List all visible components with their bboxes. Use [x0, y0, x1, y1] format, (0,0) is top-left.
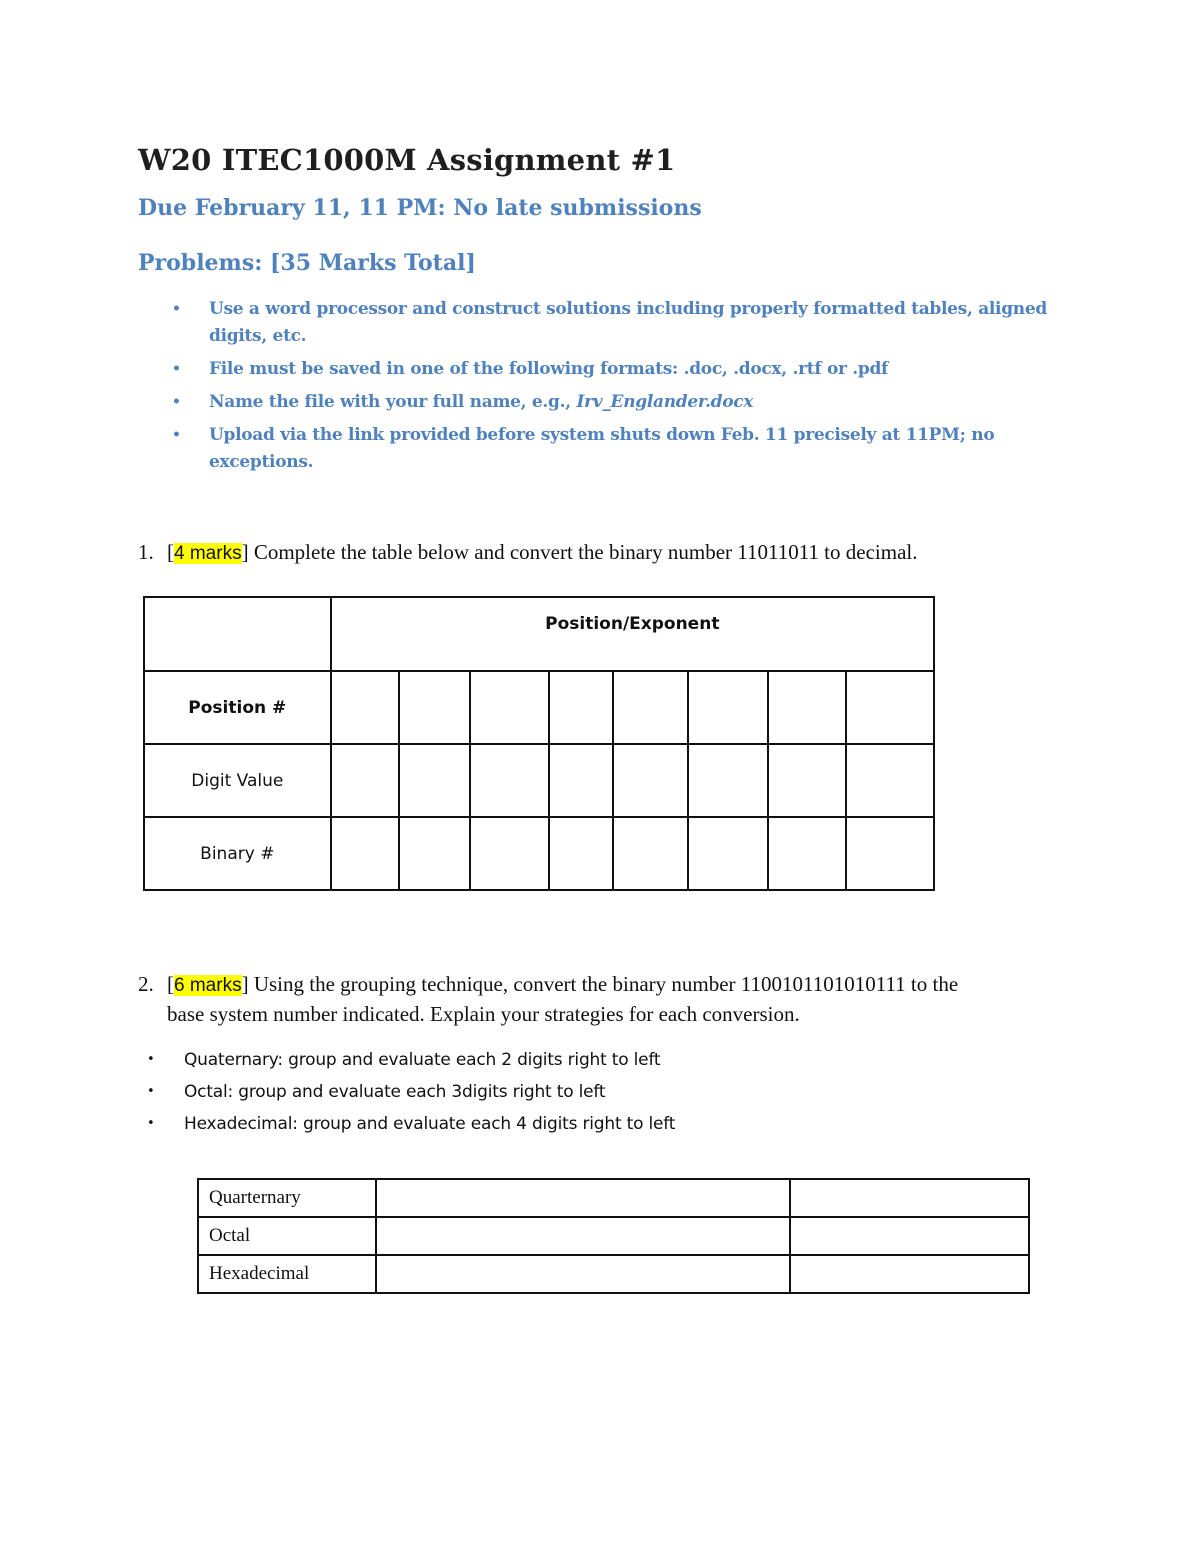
question-text: ] Complete the table below and convert the binary number 11011011 to decimal. [241, 540, 918, 564]
table-header: Position/Exponent [331, 597, 934, 671]
marks-number: 4 [174, 543, 190, 564]
answer-cell[interactable] [549, 744, 613, 817]
due-date: Due February 11, 11 PM: No late submissions [138, 195, 702, 221]
row-label: Position # [144, 671, 331, 744]
problems-heading: Problems: [35 Marks Total] [138, 250, 476, 276]
answer-cell[interactable] [790, 1179, 1029, 1217]
answer-cell[interactable] [768, 817, 846, 890]
answer-cell[interactable] [399, 744, 470, 817]
question-number: 1. [138, 540, 154, 564]
row-label: Digit Value [144, 744, 331, 817]
instruction-item [170, 389, 1070, 416]
answer-cell[interactable] [470, 817, 549, 890]
instruction-item [170, 356, 1070, 383]
example-filename: Irv_Englander.docx [576, 392, 754, 412]
answer-cell[interactable] [613, 671, 688, 744]
instructions-list [170, 296, 1070, 482]
answer-cell[interactable] [688, 671, 769, 744]
marks-label: marks [189, 975, 242, 996]
bullet-icon: • [147, 1084, 155, 1099]
answer-cell[interactable] [549, 817, 613, 890]
instruction-text: Use a word processor and construct solutions including properly formatted tables, aligned digits, etc. [209, 299, 1047, 346]
document-title: W20 ITEC1000M Assignment #1 [138, 143, 676, 177]
instruction-item [170, 422, 1070, 476]
question-text-line2: base system number indicated. Explain your strategies for each conversion. [167, 1002, 800, 1026]
question-number: 2. [138, 972, 154, 996]
answer-cell[interactable] [470, 671, 549, 744]
answer-cell[interactable] [846, 671, 934, 744]
answer-cell[interactable] [846, 817, 934, 890]
bullet-icon: • [147, 1116, 155, 1131]
instruction-text: Upload via the link provided before system shuts down Feb. 11 precisely at 11PM; no exceptions. [209, 425, 995, 472]
grouping-list [145, 1044, 1045, 1140]
answer-cell[interactable] [549, 671, 613, 744]
grouping-text: Octal: group and evaluate each 3digits right to left [184, 1082, 606, 1102]
grouping-item [145, 1108, 1045, 1140]
instruction-item [170, 296, 1070, 350]
answer-cell[interactable] [688, 817, 769, 890]
marks-highlight [174, 975, 242, 996]
answer-cell[interactable] [331, 744, 400, 817]
answer-cell[interactable] [846, 744, 934, 817]
answer-cell[interactable] [790, 1217, 1029, 1255]
answer-cell[interactable] [613, 744, 688, 817]
answer-cell[interactable] [376, 1179, 790, 1217]
marks-label: marks [189, 543, 242, 564]
question-text: ] Using the grouping technique, convert the binary number 1100101101010111 to the [241, 972, 959, 996]
answer-cell[interactable] [613, 817, 688, 890]
bullet-icon: • [172, 427, 181, 443]
grouping-item [145, 1044, 1045, 1076]
bracket-open: [ [167, 972, 174, 996]
question-1 [138, 538, 917, 568]
bracket-open: [ [167, 540, 174, 564]
answer-cell[interactable] [768, 671, 846, 744]
answer-cell[interactable] [688, 744, 769, 817]
corner-cell [144, 597, 331, 671]
bullet-icon: • [172, 361, 181, 377]
row-label: Hexadecimal [198, 1255, 376, 1293]
bullet-icon: • [147, 1052, 155, 1067]
row-label: Quarternary [198, 1179, 376, 1217]
conversion-table [197, 1178, 1030, 1294]
answer-cell[interactable] [399, 817, 470, 890]
answer-cell[interactable] [331, 817, 400, 890]
answer-cell[interactable] [331, 671, 400, 744]
answer-cell[interactable] [376, 1217, 790, 1255]
marks-number: 6 [174, 975, 190, 996]
grouping-item [145, 1076, 1045, 1108]
answer-cell[interactable] [470, 744, 549, 817]
grouping-text: Quaternary: group and evaluate each 2 digits right to left [184, 1050, 661, 1070]
answer-cell[interactable] [790, 1255, 1029, 1293]
instruction-text: Name the file with your full name, e.g., [209, 392, 577, 412]
question-2 [138, 970, 1078, 1028]
row-label: Binary # [144, 817, 331, 890]
marks-highlight [174, 543, 242, 564]
bullet-icon: • [172, 394, 181, 410]
answer-cell[interactable] [399, 671, 470, 744]
row-label: Octal [198, 1217, 376, 1255]
position-exponent-table [143, 596, 935, 891]
instruction-text: File must be saved in one of the following formats: .doc, .docx, .rtf or .pdf [209, 359, 889, 379]
grouping-text: Hexadecimal: group and evaluate each 4 digits right to left [184, 1114, 676, 1134]
answer-cell[interactable] [376, 1255, 790, 1293]
bullet-icon: • [172, 301, 181, 317]
answer-cell[interactable] [768, 744, 846, 817]
